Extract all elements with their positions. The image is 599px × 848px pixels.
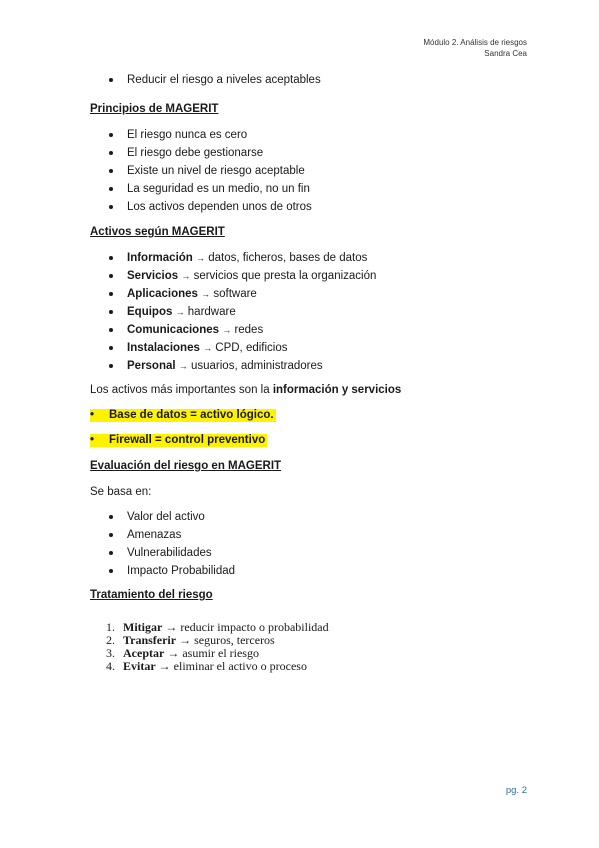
activos-list [90, 249, 376, 375]
header-author: Sandra Cea [484, 49, 527, 58]
list-item [90, 357, 376, 375]
list-item: Reducir el riesgo a niveles aceptables [90, 71, 321, 89]
section-heading-principios: Principios de MAGERIT [90, 103, 219, 115]
list-item: Existe un nivel de riesgo aceptable [90, 162, 312, 180]
activo-term: Equipos [127, 306, 173, 318]
section-heading-tratamiento: Tratamiento del riesgo [90, 589, 213, 601]
list-item [90, 321, 376, 339]
list-number: 4. [106, 659, 115, 673]
section-heading-evaluacion: Evaluación del riesgo en MAGERIT [90, 460, 282, 472]
list-number: 2. [106, 633, 115, 647]
list-item [90, 267, 376, 285]
tratamiento-desc: seguros, terceros [194, 633, 275, 647]
list-item [90, 285, 376, 303]
list-item [90, 249, 376, 267]
highlight-text: Base de datos = activo lógico. [109, 409, 274, 421]
activo-desc: hardware [187, 306, 236, 318]
arrow-icon: → [203, 343, 213, 353]
list-item [90, 660, 329, 673]
activo-desc: redes [234, 324, 264, 336]
tratamiento-term: Evitar [123, 659, 156, 673]
list-item: El riesgo debe gestionarse [90, 144, 312, 162]
bullet-icon: • [90, 409, 95, 421]
activo-term: Comunicaciones [127, 324, 220, 336]
tratamiento-desc: reducir impacto o probabilidad [180, 620, 329, 634]
arrow-icon: → [175, 307, 185, 317]
highlight-text: Firewall = control preventivo [109, 434, 266, 446]
activo-term: Información [127, 252, 193, 264]
highlight-note [90, 407, 276, 423]
arrow-icon: → [222, 325, 232, 335]
activo-desc: CPD, edificios [215, 342, 288, 354]
activo-term: Personal [127, 360, 176, 372]
tratamiento-desc: eliminar el activo o proceso [173, 659, 307, 673]
tratamiento-list [90, 621, 329, 673]
list-item: Amenazas [90, 526, 235, 544]
tratamiento-desc: asumir el riesgo [182, 646, 259, 660]
page-header [423, 37, 527, 59]
list-item: Vulnerabilidades [90, 544, 235, 562]
tratamiento-term: Aceptar [123, 646, 165, 660]
list-item: Los activos dependen unos de otros [90, 198, 312, 216]
list-item: Impacto Probabilidad [90, 562, 235, 580]
arrow-icon: → [178, 361, 188, 371]
activo-term: Servicios [127, 270, 179, 282]
list-number: 3. [106, 646, 115, 660]
arrow-icon: → [179, 633, 192, 647]
list-item: La seguridad es un medio, no un fin [90, 180, 312, 198]
evaluacion-intro: Se basa en: [90, 486, 152, 498]
arrow-icon: → [201, 289, 211, 299]
bullet-icon: • [90, 434, 95, 446]
activo-desc: datos, ficheros, bases de datos [208, 252, 368, 264]
header-module-title: Módulo 2. Análisis de riesgos [423, 38, 527, 47]
page-number: pg. 2 [505, 785, 527, 796]
arrow-icon: → [167, 646, 180, 660]
activo-desc: servicios que presta la organización [193, 270, 377, 282]
tratamiento-term: Transferir [123, 633, 177, 647]
highlight-note [90, 432, 267, 448]
arrow-icon: → [165, 620, 178, 634]
section-heading-activos: Activos según MAGERIT [90, 226, 225, 238]
paragraph-text: Los activos más importantes son la [90, 384, 273, 396]
list-item [90, 303, 376, 321]
arrow-icon: → [181, 271, 191, 281]
activo-desc: software [213, 288, 257, 300]
list-number: 1. [106, 620, 115, 634]
tratamiento-term: Mitigar [123, 620, 163, 634]
list-item: El riesgo nunca es cero [90, 126, 312, 144]
arrow-icon: → [196, 253, 206, 263]
activo-term: Aplicaciones [127, 288, 198, 300]
arrow-icon: → [158, 659, 171, 673]
principios-list [90, 126, 312, 216]
top-bullet-list [90, 71, 321, 89]
activo-desc: usuarios, administradores [190, 360, 323, 372]
list-item [90, 339, 376, 357]
paragraph-bold-text: información y servicios [272, 384, 402, 396]
list-item: Valor del activo [90, 508, 235, 526]
activos-importantes-paragraph [90, 382, 401, 398]
evaluacion-list [90, 508, 235, 580]
activo-term: Instalaciones [127, 342, 200, 354]
